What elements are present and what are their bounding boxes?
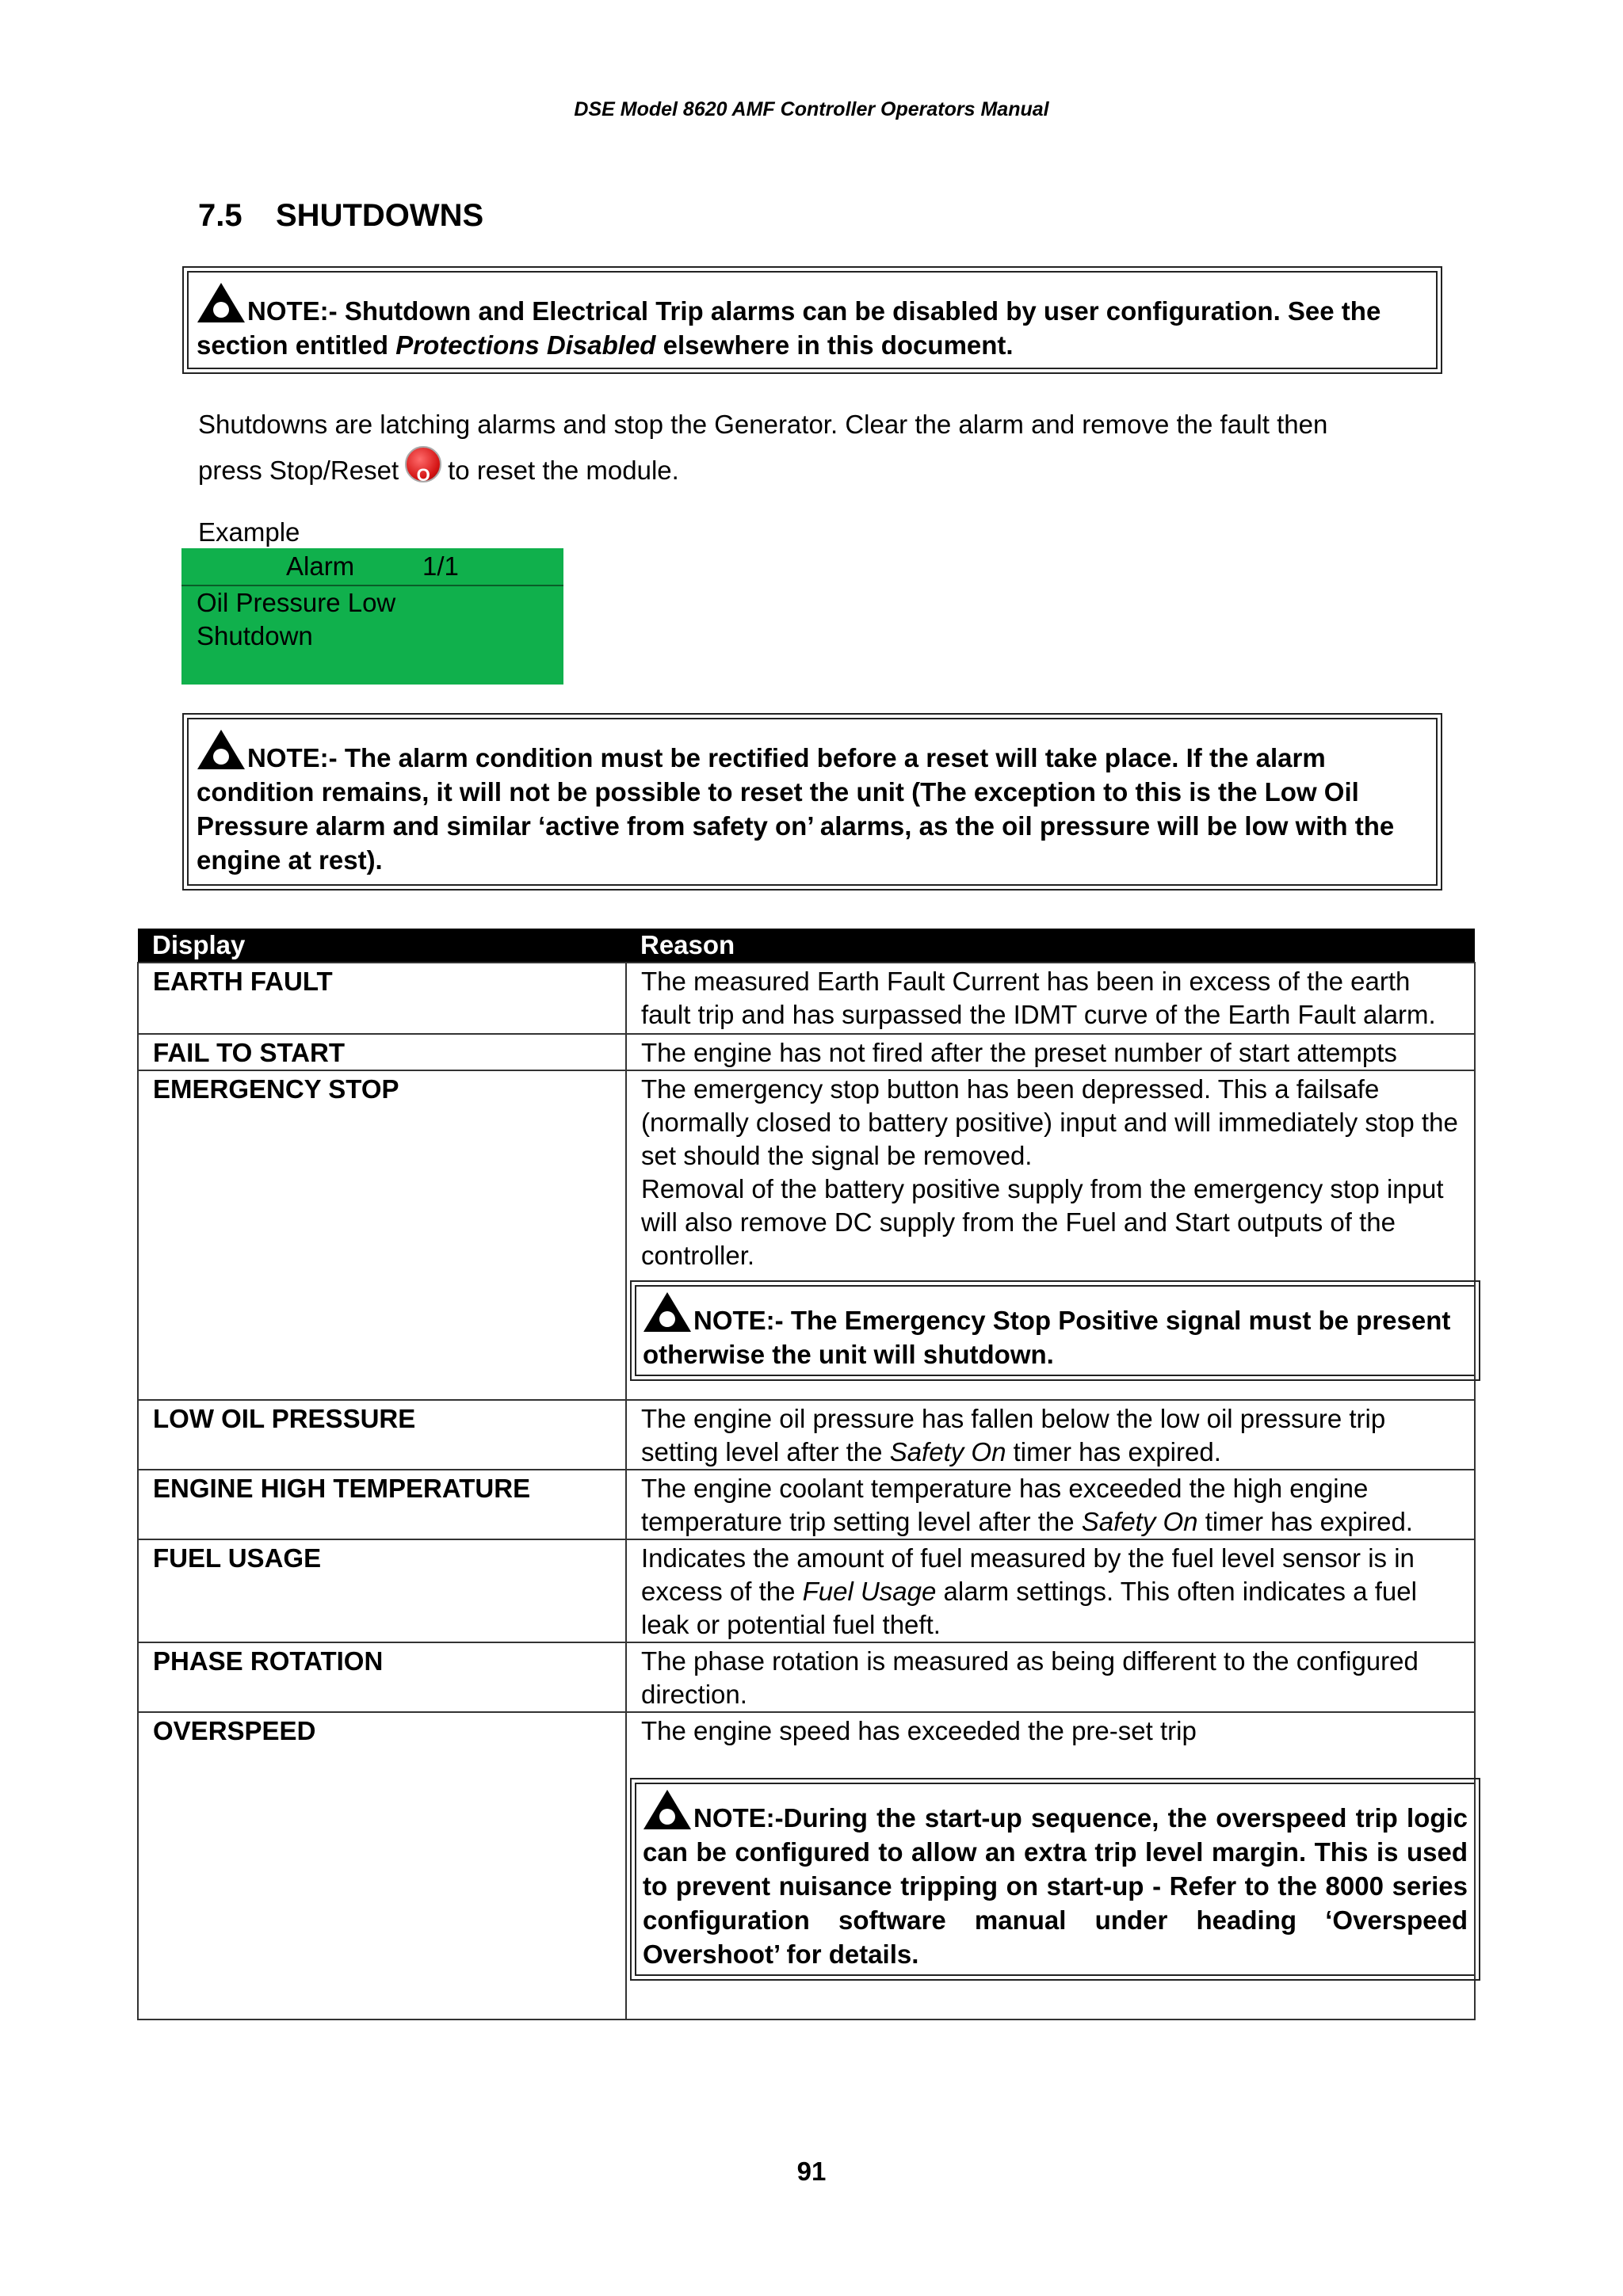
warning-icon xyxy=(643,1789,692,1830)
note-overspeed xyxy=(635,1783,1476,1976)
shutdowns-table xyxy=(137,929,1476,2020)
display-cell: EMERGENCY STOP xyxy=(138,1070,626,1400)
col-header-reason: Reason xyxy=(626,929,1475,963)
table-row xyxy=(138,1400,1475,1470)
reason-cell xyxy=(626,1470,1475,1539)
lcd-title-row xyxy=(181,548,563,586)
note-protections-disabled xyxy=(187,271,1438,369)
reason-paragraph: The emergency stop button has been depressed. This a failsafe (normally closed to battery positive) input and will immediately stop the set should the signal be removed. xyxy=(641,1074,1458,1170)
note-alarm-reset xyxy=(187,718,1438,886)
lcd-line1: Oil Pressure Low xyxy=(197,588,396,617)
table-row xyxy=(138,1712,1475,2019)
lcd-count: 1/1 xyxy=(422,551,459,581)
reason-text: Indicates the amount of fuel measured by the fuel level sensor is in excess of the xyxy=(641,1543,1415,1606)
reason-cell: The phase rotation is measured as being different to the configured direction. xyxy=(626,1642,1475,1712)
lcd-display-example xyxy=(181,548,563,685)
note-text: NOTE:- The Emergency Stop Positive signal must be present otherwise the unit will shutdown. xyxy=(643,1306,1451,1369)
note-text: NOTE:-During the start-up sequence, the overspeed trip logic can be configured to allow an extra trip level margin. This is used to prevent nuisance tripping on start-up - Refer to the 8000 series configuration software manual under heading ‘Overspeed Overshoot’ for details. xyxy=(643,1803,1468,1969)
lcd-line2: Shutdown xyxy=(197,621,313,650)
intro-line2 xyxy=(198,446,1466,492)
note2-text: NOTE:- The alarm condition must be rectified before a reset will take place. If the alarm condition remains, it will not be possible to reset the unit (The exception to this is the Low Oil Pressure alarm and similar ‘active from safety on’ alarms, as the oil pressure will be low with the engine at rest). xyxy=(197,743,1395,875)
intro-line2-after: to reset the module. xyxy=(448,456,679,485)
reason-text: The engine coolant temperature has exceeded the high engine temperature trip setting level after the xyxy=(641,1474,1369,1536)
section-title: SHUTDOWNS xyxy=(276,198,484,233)
intro-line2-before: press Stop/Reset xyxy=(198,456,399,485)
table-row xyxy=(138,1034,1475,1070)
intro-paragraph xyxy=(198,402,1466,492)
reason-paragraph: The engine speed has exceeded the pre-set trip xyxy=(641,1716,1197,1745)
stop-reset-glyph: O xyxy=(416,465,430,485)
col-header-display: Display xyxy=(138,929,626,963)
section-number: 7.5 xyxy=(198,198,242,233)
display-cell: EARTH FAULT xyxy=(138,963,626,1034)
warning-icon xyxy=(197,729,246,770)
table-row xyxy=(138,1642,1475,1712)
reason-cell: The measured Earth Fault Current has been in excess of the earth fault trip and has surpassed the IDMT curve of the Earth Fault alarm. xyxy=(626,963,1475,1034)
reason-text: The engine oil pressure has fallen below the low oil pressure trip setting level after the xyxy=(641,1404,1386,1466)
table-header-row xyxy=(138,929,1475,963)
reason-cell xyxy=(626,1712,1475,2019)
reason-paragraph: Removal of the battery positive supply from the emergency stop input will also remove DC supply from the Fuel and Start outputs of the controller. xyxy=(641,1174,1444,1270)
reason-text: alarm settings. This often indicates a fuel leak or potential fuel theft. xyxy=(641,1577,1417,1639)
reason-emphasis: Safety On xyxy=(889,1437,1006,1466)
reason-cell xyxy=(626,1400,1475,1470)
reason-cell xyxy=(626,1539,1475,1642)
note1-emphasis: Protections Disabled xyxy=(395,330,656,360)
display-cell: FAIL TO START xyxy=(138,1034,626,1070)
lcd-title: Alarm xyxy=(286,551,355,581)
note1-tail: elsewhere in this document. xyxy=(655,330,1014,360)
display-cell: OVERSPEED xyxy=(138,1712,626,2019)
display-cell: FUEL USAGE xyxy=(138,1539,626,1642)
note1-lead: NOTE:- Shutdown and Electrical Trip alarms can be disabled by user configuration. See the section entitled xyxy=(197,296,1381,360)
reason-emphasis: Safety On xyxy=(1081,1507,1198,1536)
stop-reset-icon xyxy=(405,446,441,485)
table-row xyxy=(138,1070,1475,1400)
example-label: Example xyxy=(198,517,300,547)
display-cell: PHASE ROTATION xyxy=(138,1642,626,1712)
running-header: DSE Model 8620 AMF Controller Operators Manual xyxy=(574,98,1049,120)
section-heading xyxy=(198,198,483,234)
reason-text: timer has expired. xyxy=(1006,1437,1221,1466)
table-row xyxy=(138,963,1475,1034)
reason-text: timer has expired. xyxy=(1197,1507,1413,1536)
table-row xyxy=(138,1539,1475,1642)
note-emergency-stop xyxy=(635,1285,1476,1376)
reason-cell xyxy=(626,1070,1475,1400)
table-row xyxy=(138,1470,1475,1539)
page-number: 91 xyxy=(796,2157,827,2186)
display-cell: LOW OIL PRESSURE xyxy=(138,1400,626,1470)
display-cell: ENGINE HIGH TEMPERATURE xyxy=(138,1470,626,1539)
reason-emphasis: Fuel Usage xyxy=(802,1577,937,1606)
warning-icon xyxy=(197,282,246,323)
intro-line1: Shutdowns are latching alarms and stop the Generator. Clear the alarm and remove the fault then xyxy=(198,410,1328,439)
reason-cell: The engine has not fired after the preset number of start attempts xyxy=(626,1034,1475,1070)
warning-icon xyxy=(643,1291,692,1333)
